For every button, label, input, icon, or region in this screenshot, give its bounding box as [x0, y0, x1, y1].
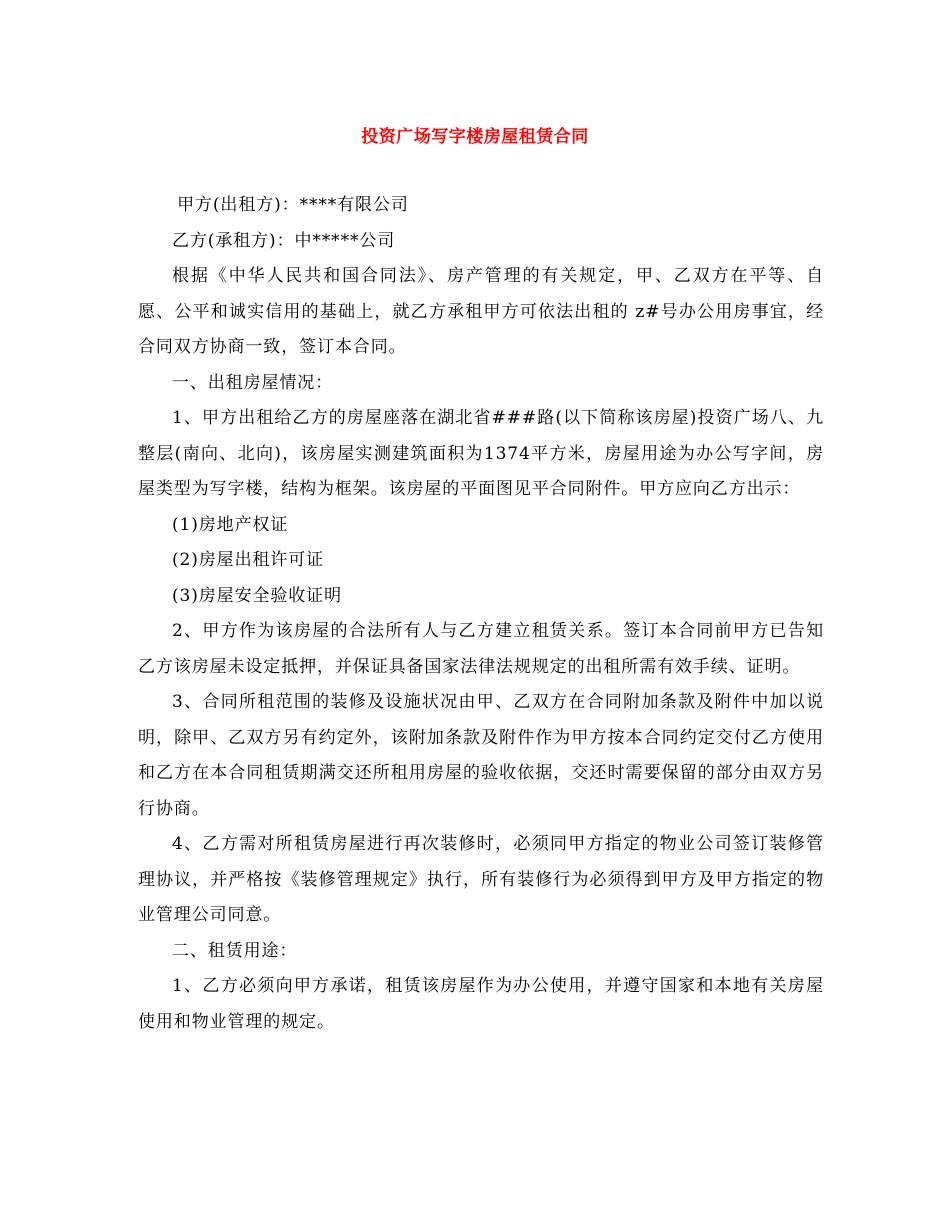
clause-1-3: 3、合同所租范围的装修及设施状况由甲、乙双方在合同附加条款及附件中加以说明，除甲、乙双方另有约定外，该附加条款及附件作为甲方按本合同约定交付乙方使用和乙方在本合同租赁期满交还所租用房屋的验收依据，交还时需要保留的部分由双方另行协商。 [138, 692, 824, 819]
party-b-line: 乙方(承租方)：中*****公司 [172, 230, 396, 251]
clause-2-1: 1、乙方必须向甲方承诺，租赁该房屋作为办公使用，并遵守国家和本地有关房屋使用和物业管理的规定。 [138, 976, 824, 1032]
list-item-3: (3)房屋安全验收证明 [172, 585, 342, 606]
section-heading-2: 二、租赁用途： [172, 940, 298, 961]
clause-1-4: 4、乙方需对所租赁房屋进行再次装修时，必须同甲方指定的物业公司签订装修管理协议，并严格按《装修管理规定》执行，所有装修行为必须得到甲方及甲方指定的物业管理公司同意。 [138, 834, 824, 925]
list-item-1: (1)房地产权证 [172, 514, 289, 535]
party-a-line: 甲方(出租方)：****有限公司 [177, 195, 409, 215]
list-item-2: (2)房屋出租许可证 [172, 550, 325, 570]
document-body [138, 188, 824, 1040]
document-title: 投资广场写字楼房屋租赁合同 [361, 127, 589, 147]
clause-1-1: 1、甲方出租给乙方的房屋座落在湖北省###路(以下简称该房屋)投资广场八、九整层(南向、北向)，该房屋实测建筑面积为1374平方米，房屋用途为办公写字间，房屋类型为写字楼，结构为框架。该房屋的平面图见平合同附件。甲方应向乙方出示： [138, 408, 824, 499]
clause-1-2: 2、甲方作为该房屋的合法所有人与乙方建立租赁关系。签订本合同前甲方已告知乙方该房屋未设定抵押，并保证具备国家法律法规规定的出租所需有效手续、证明。 [138, 621, 824, 677]
section-heading-1: 一、出租房屋情况： [172, 372, 334, 393]
preamble-paragraph: 根据《中华人民共和国合同法》、房产管理的有关规定，甲、乙双方在平等、自愿、公平和诚实信用的基础上，就乙方承租甲方可依法出租的 z#号办公用房事宜，经合同双方协商一致，签订本合同。 [138, 266, 824, 357]
